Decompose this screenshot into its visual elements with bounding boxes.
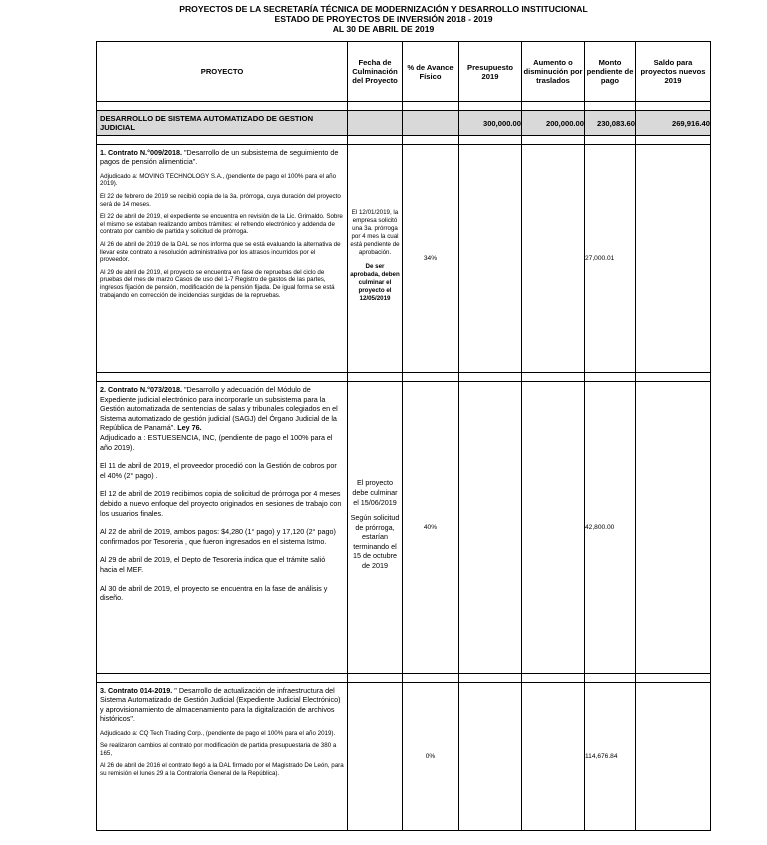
project-description xyxy=(97,145,348,373)
project-note: Al 30 de abril de 2019, el proyecto se encuentra en la fase de análisis y diseño. xyxy=(100,583,328,603)
project-row-2 xyxy=(97,382,711,674)
project-fecha xyxy=(348,382,403,674)
project-description xyxy=(97,382,348,674)
report-subtitle: ESTADO DE PROYECTOS DE INVERSIÓN 2018 - 2019 xyxy=(274,14,493,24)
project-note: Al 26 de abril de 2019 de la DAL se nos informa que se está evaluando la alternativa de llevar este contrato a resolución administrativa por los atrasos incurridos por el proveedor. xyxy=(100,240,341,264)
summary-monto: 230,083.60 xyxy=(585,111,636,136)
col-avance: % de Avance Físico xyxy=(403,42,459,102)
project-note: Adjudicado a: MOVING TECHNOLOGY S.A., (pendiente de pago el 100% para el año 2019). xyxy=(100,172,337,188)
project-avance: 40% xyxy=(403,382,459,674)
report-title: PROYECTOS DE LA SECRETARÍA TÉCNICA DE MODERNIZACIÓN Y DESARROLLO INSTITUCIONAL xyxy=(179,4,588,14)
summary-presupuesto: 300,000.00 xyxy=(459,111,522,136)
project-avance: 34% xyxy=(403,145,459,373)
project-monto: 27,000.01 xyxy=(585,145,636,373)
project-row-3 xyxy=(97,683,711,831)
project-note: El 11 de abril de 2019, el proveedor procedió con la Gestión de cobros por el 40% (2° pago) . xyxy=(100,461,337,480)
project-adjudicado: Adjudicado a : ESTUESENCIA, INC, (pendiente de pago el 100% para el año 2019). xyxy=(100,432,333,452)
fecha-note: El 12/01/2019, la empresa solicitó una 3a. prórroga por 4 mes la cual está pendiente de aprobación. xyxy=(350,208,400,256)
project-monto: 42,800.00 xyxy=(585,382,636,674)
project-title-text: "Desarrollo y adecuación del Módulo de Expediente judicial electrónico para incorporarle un subsistema para la Gestión automatizada de sentencias de salas y tribunales colegiados en el Sistema automatizado de gestión judicial (SAGJ) del Órgano Judicial de la República de Panamá". xyxy=(100,385,338,433)
project-note: Al 26 de abril de 2016 el contrato llegó a la DAL firmado por el Magistrado De León, para su remisión el lunes 29 a la Contraloría General de la República). xyxy=(100,762,344,777)
project-note: Al 29 de abril de 2019, el proyecto se encuentra en fase de repruebas del ciclo de pruebas del mes de marzo Casos de uso del 1-7 Registro de gastos de las partes, ingresos fijación de pensión, modificación de la pensión fijada. De igual forma se está trabajando en corrección de incidencias surgidas de la repruebas. xyxy=(100,268,335,299)
project-title-text: " Desarrollo de actualización de infraestructura del Sistema Automatizado de Gestión Judicial (Expediente Judicial Electrónico) y aprovisionamiento de almacenamiento para la digitalización de archivos históricos". xyxy=(100,686,341,724)
project-law: Ley 76. xyxy=(175,423,202,433)
table-header-row xyxy=(97,42,711,102)
project-note: Al 29 de abril de 2019, el Depto de Tesoreria indica que el trámite salió hacia el MEF. xyxy=(100,555,326,574)
col-saldo: Saldo para proyectos nuevos 2019 xyxy=(636,42,711,102)
project-avance: 0% xyxy=(403,683,459,831)
project-note: Al 22 de abril de 2019, ambos pagos: $4,280 (1° pago) y 17,120 (2° pago) confirmados por Tesoreria , que fueron ingresados en el sistema Istmo. xyxy=(100,527,336,546)
summary-row xyxy=(97,111,711,136)
report-date: AL 30 DE ABRIL DE 2019 xyxy=(332,24,435,34)
col-proyecto: PROYECTO xyxy=(97,42,348,102)
project-title: 2. Contrato N.°073/2018. xyxy=(100,385,182,394)
projects-table xyxy=(96,41,711,831)
project-note: El 22 de abril de 2019, el expediente se encuentra en revisión de la Lic. Grimaldo. Sobre el mismo se estaban realizando ambos trámites: el refrendo electrónico y addenda de contrato por cambio de partida y solicitud de prórroga. xyxy=(100,213,343,236)
col-monto: Monto pendiente de pago xyxy=(585,42,636,102)
project-title: 3. Contrato 014-2019. xyxy=(100,686,173,695)
project-monto: 114,676.84 xyxy=(585,683,636,831)
fecha-note-bold: De ser aprobada, deben culminar el proyecto el 12/05/2019 xyxy=(350,262,400,302)
col-fecha: Fecha de Culminación del Proyecto xyxy=(348,42,403,102)
col-aumento: Aumento o disminución por traslados xyxy=(522,42,585,102)
project-note: El 12 de abril de 2019 recibimos copia de solicitud de prórroga por 4 meses debido a nuevo enfoque del proyecto originados en sesiones de trabajo con los usuarios finales. xyxy=(100,489,342,518)
project-description xyxy=(97,683,348,831)
summary-saldo: 269,916.40 xyxy=(636,111,711,136)
project-row-1 xyxy=(97,145,711,373)
fecha-note: El proyecto debe culminar el 15/06/2019 xyxy=(352,478,398,507)
fecha-note: Según solicitud de prórroga, estarían terminando el 15 de octubre de 2019 xyxy=(350,513,400,571)
project-fecha xyxy=(348,145,403,373)
summary-aumento: 200,000.00 xyxy=(522,111,585,136)
project-title-text: "Desarrollo de un subsistema de seguimiento de pagos de pensión alimenticia". xyxy=(100,148,339,167)
project-note: El 22 de febrero de 2019 se recibió copia de la 3a. prórroga, cuya duración del proyecto será de 14 meses. xyxy=(100,193,341,208)
project-note: Se realizaron cambios al contrato por modificación de partida presupuestaria de 380 a 165, xyxy=(100,742,337,757)
project-title: 1. Contrato N.°009/2018. xyxy=(100,148,182,157)
col-presupuesto: Presupuesto 2019 xyxy=(459,42,522,102)
summary-label: DESARROLLO DE SISTEMA AUTOMATIZADO DE GESTION JUDICIAL xyxy=(97,111,348,136)
project-note: Adjudicado a: CQ Tech Trading Corp., (pendiente de pago el 100% para el año 2019). xyxy=(100,729,336,737)
